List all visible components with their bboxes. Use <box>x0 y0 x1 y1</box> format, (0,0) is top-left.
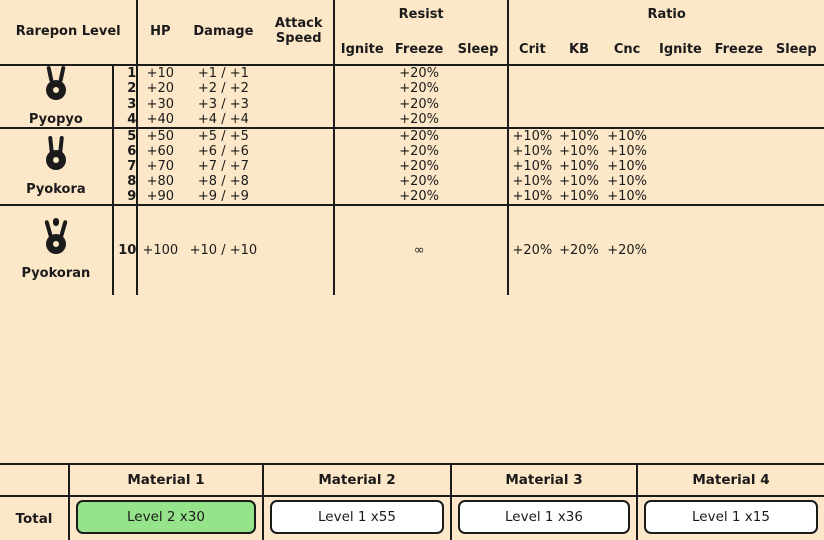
ratio-cnc-cell: +20% <box>607 243 648 258</box>
damage-cell: +7 / +7 <box>197 159 249 174</box>
materials-table <box>0 463 824 540</box>
ratio-crit-cell <box>508 81 555 96</box>
ratio-sleep-cell <box>769 65 824 81</box>
resist-freeze-cell: ∞ <box>413 243 425 258</box>
ratio-cnc-cell <box>603 81 652 96</box>
ratio-crit-cell: +10% <box>508 144 555 159</box>
group-name-cell-pyokoran <box>0 205 113 295</box>
ratio-crit-cell: +10% <box>508 128 555 144</box>
ratio-sleep-cell <box>769 205 824 295</box>
header-resist-ignite: Ignite <box>334 37 389 65</box>
ratio-kb-cell: +20% <box>559 243 599 258</box>
hp-cell: +80 <box>137 174 182 189</box>
group-label: Pyopyo <box>28 112 83 127</box>
ratio-freeze-cell <box>709 159 768 174</box>
ratio-ignite-cell <box>652 205 709 295</box>
ratio-ignite-cell <box>652 128 709 144</box>
level-cell: 6 <box>113 144 138 159</box>
table-row <box>0 81 824 96</box>
ratio-crit-cell: +10% <box>508 189 555 205</box>
materials-total-row <box>0 495 824 540</box>
ratio-kb-cell: +10% <box>559 174 599 189</box>
ratio-freeze-cell <box>709 112 768 128</box>
group-label: Pyokoran <box>21 266 91 281</box>
group-name-cell-pyopyo <box>0 65 113 128</box>
table-row <box>0 159 824 174</box>
ratio-ignite-cell <box>652 144 709 159</box>
resist-freeze-cell: +20% <box>399 81 439 97</box>
materials-section <box>0 463 824 537</box>
ratio-ignite-cell <box>652 112 709 128</box>
resist-freeze-cell: +20% <box>399 144 439 159</box>
ratio-ignite-cell <box>652 159 709 174</box>
attack-speed-cell <box>264 96 334 111</box>
damage-cell: +1 / +1 <box>197 66 249 82</box>
resist-ignite-cell <box>334 189 389 205</box>
ratio-crit-cell: +20% <box>508 205 555 295</box>
ratio-sleep-cell <box>769 128 824 144</box>
material-3-header: Material 3 <box>450 463 636 495</box>
ratio-freeze-cell <box>709 96 768 111</box>
header-damage: Damage <box>193 23 254 39</box>
ratio-kb-cell: +10% <box>559 129 599 144</box>
resist-sleep-cell <box>449 159 508 174</box>
rarepon-pyokora-icon <box>39 136 73 178</box>
material-4-header: Material 4 <box>636 463 824 495</box>
ratio-freeze-cell <box>709 128 768 144</box>
resist-ignite-cell <box>334 96 389 111</box>
header-ratio-kb: KB <box>569 41 589 57</box>
attack-speed-cell <box>264 144 334 159</box>
hp-cell: +70 <box>137 159 182 174</box>
resist-freeze-cell: +20% <box>399 96 439 112</box>
ratio-kb-cell <box>555 65 602 81</box>
damage-cell: +6 / +6 <box>197 144 249 159</box>
ratio-cnc-cell: +10% <box>607 159 648 174</box>
level-cell: 8 <box>113 174 138 189</box>
hp-cell: +90 <box>137 189 182 205</box>
attack-speed-cell <box>264 81 334 96</box>
resist-freeze-cell: +20% <box>399 189 439 204</box>
table-row <box>0 144 824 159</box>
attack-speed-line1: Attack <box>274 16 323 32</box>
hp-cell: +20 <box>137 81 182 96</box>
ratio-ignite-cell <box>652 65 709 81</box>
table-row <box>0 128 824 144</box>
rarepon-pyopyo-icon <box>39 66 73 108</box>
ratio-sleep-cell <box>769 144 824 159</box>
table-row <box>0 205 824 295</box>
resist-ignite-cell <box>334 65 389 81</box>
header-ratio-cnc: Cnc <box>613 41 641 57</box>
resist-freeze-cell: +20% <box>399 129 439 144</box>
materials-corner <box>0 463 68 495</box>
hp-cell: +30 <box>137 96 182 111</box>
ratio-crit-cell: +10% <box>508 159 555 174</box>
hp-cell: +10 <box>137 65 182 81</box>
attack-speed-cell <box>264 205 334 295</box>
damage-cell: +3 / +3 <box>197 96 249 112</box>
ratio-sleep-cell <box>769 189 824 205</box>
hp-cell: +100 <box>137 205 182 295</box>
material-2-cell <box>262 495 450 540</box>
level-cell: 7 <box>113 159 138 174</box>
resist-freeze-cell: +20% <box>399 159 439 174</box>
header-rarepon-level: Rarepon Level <box>15 23 121 39</box>
level-cell: 2 <box>113 81 138 96</box>
total-label: Total <box>0 495 68 540</box>
ratio-ignite-cell <box>652 174 709 189</box>
ratio-crit-cell <box>508 65 555 81</box>
resist-sleep-cell <box>449 81 508 96</box>
header-ratio-sleep: Sleep <box>775 41 817 57</box>
material-3-cell <box>450 495 636 540</box>
hp-cell: +40 <box>137 112 182 128</box>
material-2-value[interactable]: Level 1 x55 <box>270 500 444 534</box>
ratio-freeze-cell <box>709 81 768 96</box>
resist-ignite-cell <box>334 174 389 189</box>
table-row <box>0 189 824 205</box>
resist-ignite-cell <box>334 112 389 128</box>
header-ratio: Ratio <box>508 0 824 37</box>
header-resist-sleep: Sleep <box>457 41 499 57</box>
resist-freeze-cell: +20% <box>399 111 439 127</box>
table-row <box>0 96 824 111</box>
header-ratio-ignite: Ignite <box>658 41 702 57</box>
resist-sleep-cell <box>449 144 508 159</box>
resist-sleep-cell <box>449 65 508 81</box>
resist-freeze-cell: +20% <box>399 66 439 82</box>
ratio-freeze-cell <box>709 189 768 205</box>
ratio-cnc-cell <box>603 65 652 81</box>
ratio-kb-cell: +10% <box>559 159 599 174</box>
ratio-freeze-cell <box>709 144 768 159</box>
damage-cell: +5 / +5 <box>197 129 249 144</box>
resist-ignite-cell <box>334 159 389 174</box>
level-cell: 3 <box>113 96 138 111</box>
table-row <box>0 174 824 189</box>
resist-ignite-cell <box>334 81 389 96</box>
ratio-cnc-cell <box>603 96 652 111</box>
ratio-cnc-cell: +10% <box>607 174 648 189</box>
material-3-value[interactable]: Level 1 x36 <box>458 500 630 534</box>
ratio-crit-cell <box>508 112 555 128</box>
material-1-header: Material 1 <box>68 463 262 495</box>
ratio-ignite-cell <box>652 81 709 96</box>
resist-sleep-cell <box>449 128 508 144</box>
ratio-cnc-cell <box>603 112 652 128</box>
attack-speed-cell <box>264 174 334 189</box>
ratio-sleep-cell <box>769 159 824 174</box>
rarepon-pyokoran-icon <box>39 220 73 262</box>
header-attack-speed <box>264 0 334 65</box>
resist-sleep-cell <box>449 189 508 205</box>
ratio-cnc-cell: +10% <box>607 129 648 144</box>
header-ratio-freeze: Freeze <box>714 41 764 57</box>
table-row <box>0 65 824 81</box>
group-name-cell-pyokora <box>0 128 113 205</box>
material-1-cell <box>68 495 262 540</box>
ratio-crit-cell: +10% <box>508 174 555 189</box>
ratio-ignite-cell <box>652 189 709 205</box>
resist-sleep-cell <box>449 96 508 111</box>
ratio-kb-cell <box>555 81 602 96</box>
header-resist-freeze: Freeze <box>394 41 444 57</box>
hp-cell: +60 <box>137 144 182 159</box>
damage-cell: +9 / +9 <box>197 189 249 204</box>
resist-freeze-cell: +20% <box>399 174 439 189</box>
attack-speed-cell <box>264 112 334 128</box>
ratio-freeze-cell <box>709 65 768 81</box>
damage-cell: +4 / +4 <box>197 111 249 127</box>
table-header-row <box>0 0 824 37</box>
header-hp: HP <box>137 0 182 65</box>
table-row <box>0 112 824 128</box>
resist-sleep-cell <box>449 112 508 128</box>
ratio-freeze-cell <box>709 205 768 295</box>
materials-header-row <box>0 463 824 495</box>
ratio-ignite-cell <box>652 96 709 111</box>
ratio-cnc-cell: +10% <box>607 189 648 204</box>
ratio-sleep-cell <box>769 96 824 111</box>
ratio-freeze-cell <box>709 174 768 189</box>
attack-speed-cell <box>264 65 334 81</box>
level-cell: 10 <box>113 205 138 295</box>
level-cell: 9 <box>113 189 138 205</box>
damage-cell: +2 / +2 <box>197 81 249 97</box>
ratio-crit-cell <box>508 96 555 111</box>
resist-ignite-cell <box>334 128 389 144</box>
damage-cell: +10 / +10 <box>189 243 258 258</box>
ratio-kb-cell: +10% <box>559 144 599 159</box>
level-cell: 5 <box>113 128 138 144</box>
material-1-value[interactable]: Level 2 x30 <box>76 500 256 534</box>
attack-speed-line2: Speed <box>275 31 322 46</box>
resist-ignite-cell <box>334 144 389 159</box>
hp-cell: +50 <box>137 128 182 144</box>
resist-sleep-cell <box>449 174 508 189</box>
ratio-kb-cell <box>555 112 602 128</box>
resist-sleep-cell <box>449 205 508 295</box>
ratio-sleep-cell <box>769 81 824 96</box>
level-cell: 4 <box>113 112 138 128</box>
material-4-cell <box>636 495 824 540</box>
header-ratio-crit: Crit <box>508 37 555 65</box>
ratio-cnc-cell: +10% <box>607 144 648 159</box>
ratio-kb-cell <box>555 96 602 111</box>
ratio-sleep-cell <box>769 112 824 128</box>
level-cell: 1 <box>113 65 138 81</box>
resist-ignite-cell <box>334 205 389 295</box>
damage-cell: +8 / +8 <box>197 174 249 189</box>
attack-speed-cell <box>264 189 334 205</box>
material-4-value[interactable]: Level 1 x15 <box>644 500 818 534</box>
group-label: Pyokora <box>26 182 86 197</box>
attack-speed-cell <box>264 159 334 174</box>
material-2-header: Material 2 <box>262 463 450 495</box>
header-resist: Resist <box>334 0 508 37</box>
attack-speed-cell <box>264 128 334 144</box>
ratio-sleep-cell <box>769 174 824 189</box>
ratio-kb-cell: +10% <box>559 189 599 204</box>
